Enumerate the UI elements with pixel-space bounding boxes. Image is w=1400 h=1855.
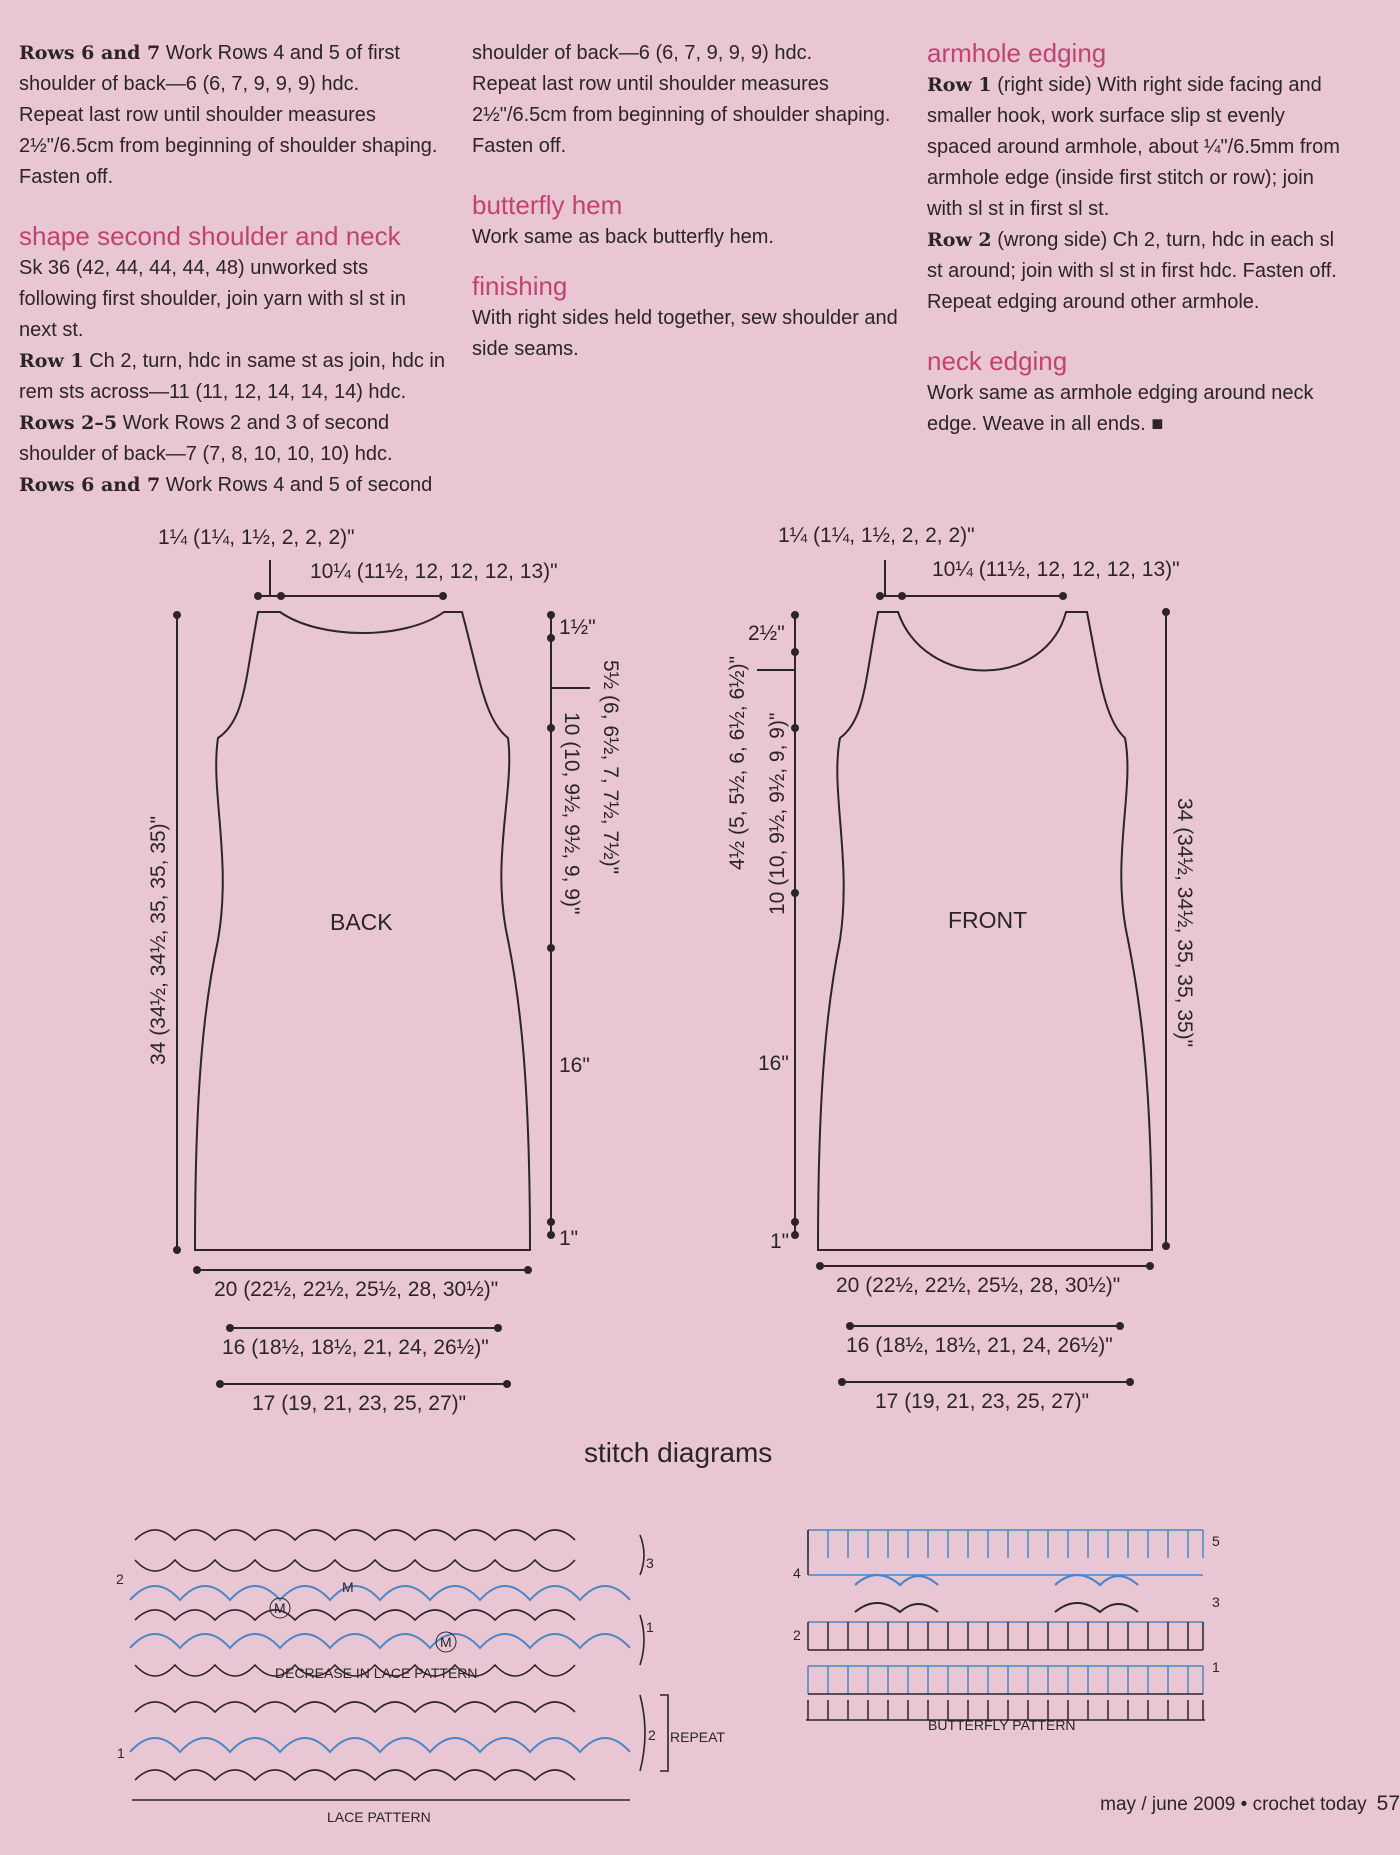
paragraph — [927, 225, 1347, 287]
butterfly-row-number-3: 3 — [1212, 1594, 1220, 1610]
paragraph — [927, 70, 1347, 225]
stitch-diagrams-title: stitch diagrams — [584, 1437, 773, 1468]
decrease-lace-label: DECREASE IN LACE PATTERN — [275, 1665, 478, 1681]
back-neck-depth: 1½" — [559, 616, 596, 639]
back-waist-length: 10 (10, 9½, 9½, 9, 9)" — [560, 712, 583, 915]
paragraph-text: Ch 2, turn, hdc in same st as join, hdc in rem sts across—11 (11, 12, 14, 14, 14) hdc. — [19, 350, 445, 403]
issue-info: may / june 2009 • crochet today — [1100, 1794, 1367, 1815]
decrease-marker-1: M — [274, 1600, 286, 1616]
paragraph-text: Work Rows 4 and 5 of first shoulder of back—6 (6, 7, 9, 9, 9) hdc. — [19, 42, 400, 95]
paragraph-text: (right side) With right side facing and smaller hook, work surface slip st evenly spaced around armhole, about ¼"/6.5mm from armhole edge (inside first stitch or row); join with sl st in first sl st. — [927, 74, 1340, 220]
paragraph: Work same as back butterfly hem. — [472, 226, 774, 248]
bold-lead: Row 1 — [927, 74, 992, 96]
front-label: FRONT — [948, 907, 1028, 933]
page-footer — [1100, 1792, 1400, 1816]
back-waist-width: 16 (18½, 18½, 21, 24, 26½)" — [222, 1336, 489, 1359]
paragraph — [19, 346, 449, 408]
front-neck-width: 10¼ (11½, 12, 12, 12, 13)" — [932, 558, 1180, 581]
butterfly-row-number-1: 1 — [1212, 1659, 1220, 1675]
front-hip-width: 20 (22½, 22½, 25½, 28, 30½)" — [836, 1274, 1121, 1297]
bold-lead: Row 2 — [927, 229, 992, 251]
back-hem-depth: 1" — [559, 1227, 579, 1250]
paragraph: Repeat last row until shoulder measures 2½"/6.5cm from beginning of shoulder shaping. Fasten off. — [472, 73, 891, 157]
text-column-1 — [19, 38, 449, 501]
bold-lead: Row 1 — [19, 350, 84, 372]
front-skirt-length: 16" — [758, 1052, 789, 1075]
paragraph — [19, 408, 449, 470]
butterfly-row-number-4: 4 — [793, 1565, 801, 1581]
front-armhole-depth: 4½ (5, 5½, 6, 6½, 6½)" — [726, 655, 749, 870]
lace-pattern-label: LACE PATTERN — [327, 1809, 431, 1825]
section-heading: shape second shoulder and neck — [19, 221, 401, 251]
bold-lead: Rows 6 and 7 — [19, 42, 161, 64]
bold-lead: Rows 6 and 7 — [19, 474, 161, 496]
lace-row-number-1: 1 — [117, 1745, 125, 1761]
page-number: 57 — [1376, 1792, 1400, 1815]
paragraph: With right sides held together, sew shoulder and side seams. — [472, 307, 898, 360]
row-number-3: 3 — [646, 1555, 654, 1571]
decrease-marker-2: M — [342, 1579, 354, 1595]
paragraph — [19, 470, 449, 501]
paragraph: Sk 36 (42, 44, 44, 44, 48) unworked sts following first shoulder, join yarn with sl st in next st. — [19, 257, 406, 341]
row-number-1: 1 — [646, 1619, 654, 1635]
back-skirt-length: 16" — [559, 1054, 590, 1077]
back-neck-width: 10¼ (11½, 12, 12, 12, 13)" — [310, 560, 558, 583]
paragraph: Repeat edging around other armhole. — [927, 291, 1260, 313]
paragraph-text: Work Rows 4 and 5 of second — [160, 474, 433, 496]
paragraph: Repeat last row until shoulder measures 2½"/6.5cm from beginning of shoulder shaping. Fasten off. — [19, 104, 438, 188]
front-shoulder-width: 1¼ (1¼, 1½, 2, 2, 2)" — [778, 524, 975, 547]
front-length: 34 (34½, 34½, 35, 35, 35)" — [1173, 798, 1196, 1048]
section-heading: finishing — [472, 271, 568, 301]
row-number-2: 2 — [116, 1571, 124, 1587]
front-hem-depth: 1" — [770, 1230, 790, 1253]
spacer — [19, 193, 449, 219]
spacer — [472, 162, 902, 188]
paragraph-text: (wrong side) Ch 2, turn, hdc in each sl st around; join with sl st in first hdc. Fasten off. — [927, 229, 1337, 282]
butterfly-row-number-5: 5 — [1212, 1533, 1220, 1549]
lace-pattern-diagram — [117, 1695, 725, 1825]
paragraph — [19, 38, 449, 100]
section-heading: armhole edging — [927, 38, 1107, 68]
back-length: 34 (34½, 34½, 35, 35, 35)" — [147, 815, 170, 1065]
paragraph: Work same as armhole edging around neck edge. Weave in all ends. ■ — [927, 382, 1314, 435]
back-armhole-depth: 5½ (6, 6½, 7, 7½, 7½)" — [599, 660, 622, 875]
lace-row-number-2: 2 — [648, 1727, 656, 1743]
bold-lead: Rows 2–5 — [19, 412, 118, 434]
spacer — [472, 253, 902, 269]
back-bust-width: 17 (19, 21, 23, 25, 27)" — [252, 1392, 467, 1415]
back-label: BACK — [330, 909, 393, 935]
front-waist-length: 10 (10, 9½, 9½, 9, 9)" — [766, 712, 789, 915]
text-column-2 — [472, 38, 902, 365]
section-heading: neck edging — [927, 346, 1068, 376]
front-waist-width: 16 (18½, 18½, 21, 24, 26½)" — [846, 1334, 1113, 1357]
back-hip-width: 20 (22½, 22½, 25½, 28, 30½)" — [214, 1278, 499, 1301]
butterfly-pattern-label: BUTTERFLY PATTERN — [928, 1717, 1076, 1733]
spacer — [927, 318, 1347, 344]
paragraph: shoulder of back—6 (6, 7, 9, 9, 9) hdc. — [472, 42, 813, 64]
decrease-marker-3: M — [440, 1634, 452, 1650]
paragraph-text: Work Rows 2 and 3 of second shoulder of back—7 (7, 8, 10, 10, 10) hdc. — [19, 412, 393, 465]
back-shoulder-width: 1¼ (1¼, 1½, 2, 2, 2)" — [158, 526, 355, 549]
section-heading: butterfly hem — [472, 190, 623, 220]
front-bust-width: 17 (19, 21, 23, 25, 27)" — [875, 1390, 1090, 1413]
butterfly-row-number-2: 2 — [793, 1627, 801, 1643]
butterfly-pattern-diagram — [793, 1530, 1220, 1733]
repeat-label: REPEAT — [670, 1729, 725, 1745]
decrease-lace-diagram — [116, 1530, 654, 1681]
front-neck-depth: 2½" — [748, 622, 785, 645]
text-column-3 — [927, 36, 1347, 440]
